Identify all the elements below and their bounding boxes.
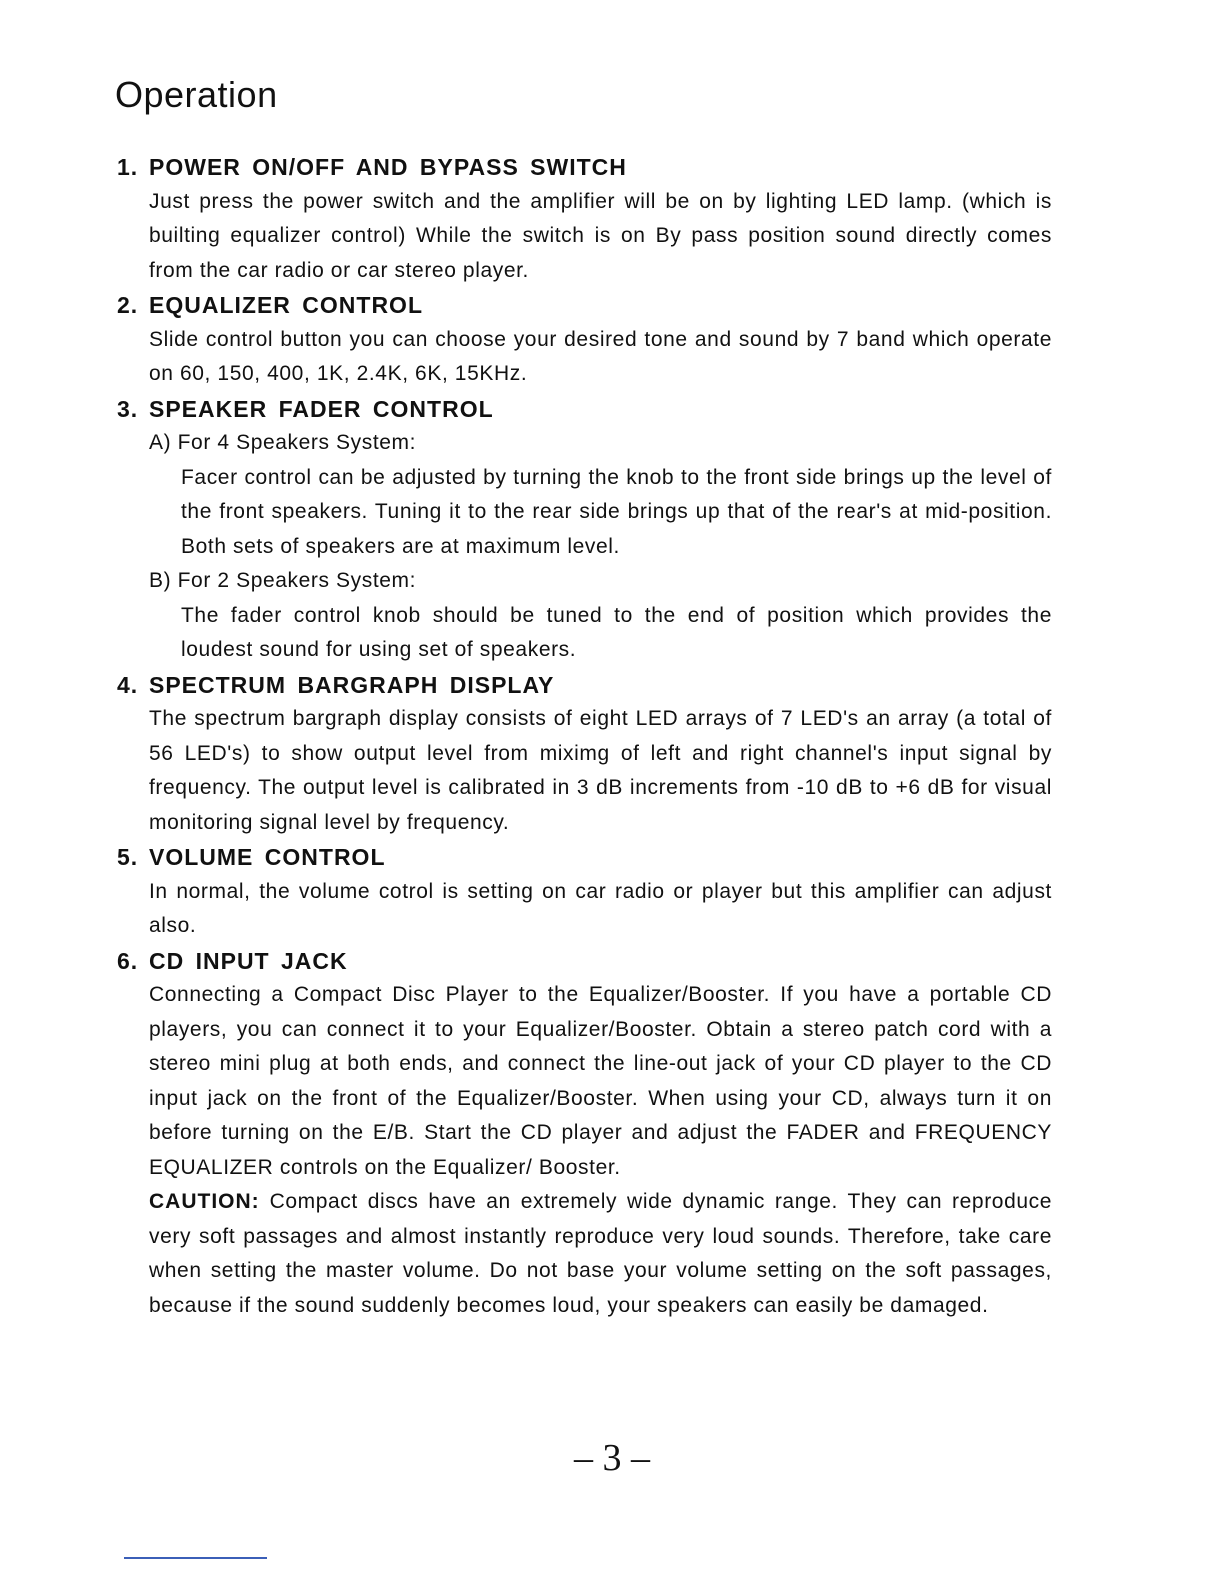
section-heading (117, 150, 1052, 185)
section-number: 5. (117, 844, 139, 870)
section-speaker-fader (117, 392, 1052, 668)
section-number: 6. (117, 947, 139, 974)
section-title: CD INPUT JACK (149, 947, 348, 974)
caution-text: Compact discs have an extremely wide dynamic range. They can reproduce very soft passages and almost instantly reproduce very loud sounds. Therefore, take care when setting the master volume. Do not base your volume setting on the soft passages, because if the sound suddenly becomes loud, your speakers can easily be damaged. (149, 1190, 1053, 1317)
section-cd-input-jack (117, 944, 1052, 1324)
section-spectrum-display (117, 668, 1052, 841)
section-heading (117, 944, 1052, 979)
section-heading (117, 392, 1052, 427)
subsection-label: A) For 4 Speakers System: (149, 431, 417, 454)
section-power-switch (117, 150, 1052, 288)
section-text: In normal, the volume cotrol is setting on car radio or player but this amplifier can adjust also. (149, 879, 1052, 937)
section-text: Just press the power switch and the amplifier will be on by lighting LED lamp. (which is builting equalizer control) While the switch is on By pass position sound directly comes from the car radio or car stereo player. (149, 189, 1052, 282)
section-title: SPEAKER FADER CONTROL (149, 395, 494, 422)
subsection-label: B) For 2 Speakers System: (149, 569, 417, 592)
section-number: 4. (117, 671, 139, 698)
section-title: SPECTRUM BARGRAPH DISPLAY (149, 671, 555, 698)
caution-label: CAUTION: (149, 1190, 260, 1213)
section-number: 2. (117, 292, 139, 318)
subsection-text: The fader control knob should be tuned to the end of position which provides the loudest sound for using set of speakers. (181, 603, 1052, 661)
section-heading (117, 668, 1052, 703)
subsection-text: Facer control can be adjusted by turning the knob to the front side brings up the level of the front speakers. Tuning it to the rear side brings up that of the rear's at mid-position. Both sets of speakers are at maximum level. (181, 465, 1052, 558)
page-number: – 3 – (574, 1437, 650, 1479)
section-title: POWER ON/OFF AND BYPASS SWITCH (149, 154, 627, 180)
section-text: Slide control button you can choose your desired tone and sound by 7 band which operate on 60, 150, 400, 1K, 2.4K, 6K, 15KHz. (149, 327, 1052, 385)
section-text: The spectrum bargraph display consists of eight LED arrays of 7 LED's an array (a total of 56 LED's) to show output level from miximg of left and right channel's input signal by frequency. The output level is calibrated in 3 dB increments from -10 dB to +6 dB for visual monitoring signal level by frequency. (149, 707, 1052, 834)
section-heading (117, 840, 1052, 875)
section-number: 1. (117, 154, 139, 180)
section-title: VOLUME CONTROL (149, 844, 386, 870)
section-text: Connecting a Compact Disc Player to the Equalizer/Booster. If you have a portable CD players, you can connect it to your Equalizer/Booster. Obtain a stereo patch cord with a stereo mini plug at both ends, and connect the line-out jack of your CD player to the CD input jack on the front of the Equalizer/Booster. When using your CD, always turn it on before turning on the E/B. Start the CD player and adjust the FADER and FREQUENCY EQUALIZER controls on the Equalizer/ Booster. (149, 983, 1052, 1179)
section-equalizer-control (117, 288, 1052, 392)
section-heading (117, 288, 1052, 323)
page-title: Operation (115, 74, 278, 115)
operation-instructions (117, 150, 1052, 1323)
section-title: EQUALIZER CONTROL (149, 292, 423, 318)
bottom-divider (124, 1557, 267, 1559)
section-volume-control (117, 840, 1052, 944)
section-number: 3. (117, 395, 139, 422)
caution-paragraph (117, 1185, 1052, 1323)
